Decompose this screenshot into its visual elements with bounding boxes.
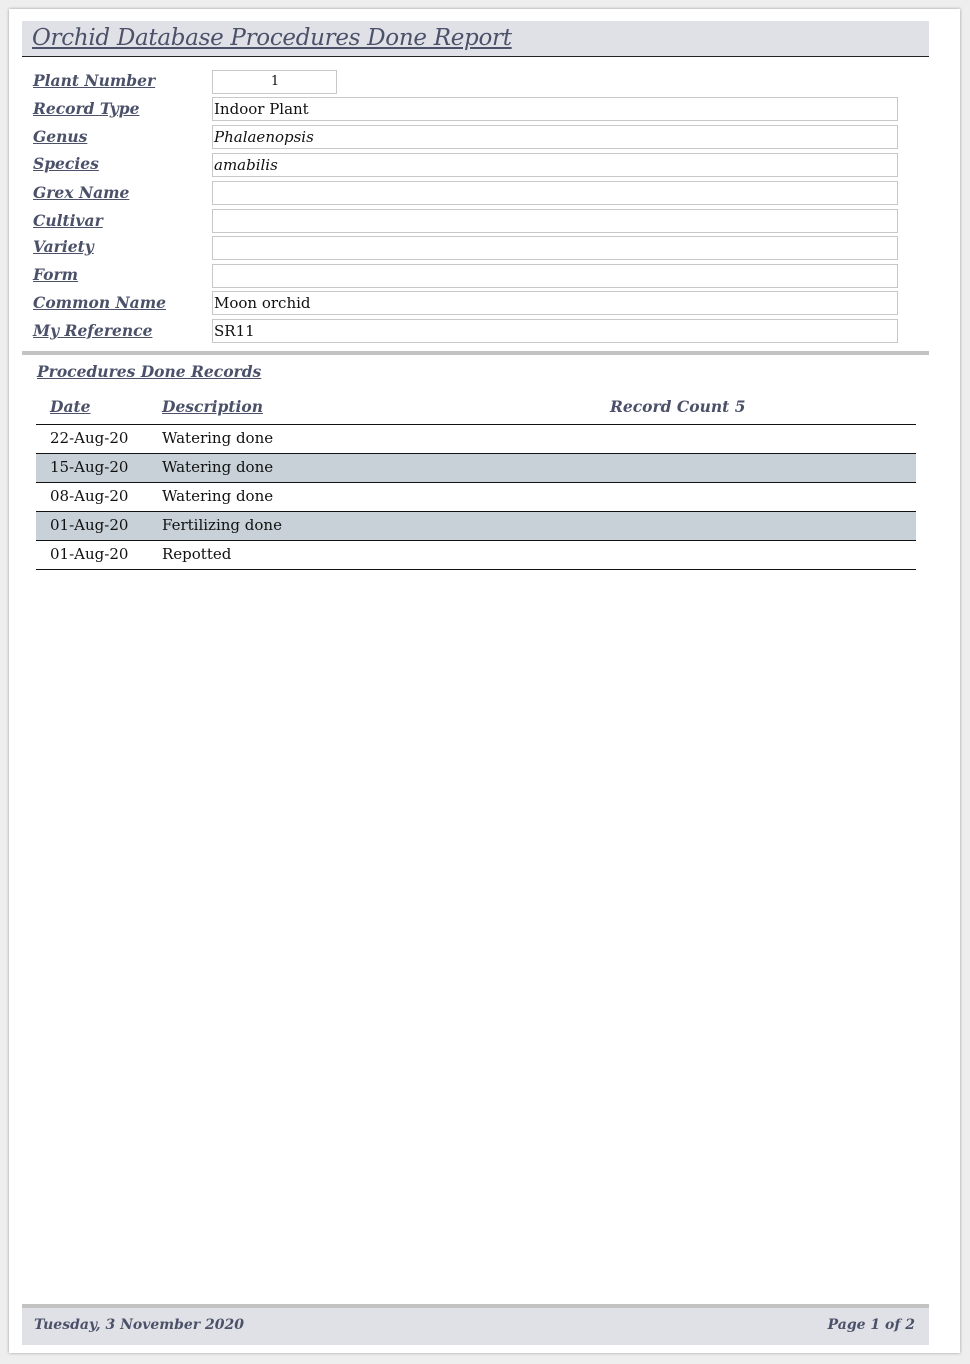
row-description: Watering done (162, 487, 274, 505)
field-grex-name (212, 181, 898, 205)
procedures-section-title: Procedures Done Records (37, 362, 262, 381)
row-date: 01-Aug-20 (50, 516, 129, 534)
label-species: Species (33, 154, 99, 173)
label-cultivar: Cultivar (33, 211, 103, 230)
field-variety (212, 236, 898, 260)
table-row (36, 541, 916, 570)
field-record-type: Indoor Plant (212, 97, 898, 121)
row-description: Fertilizing done (162, 516, 282, 534)
row-date: 15-Aug-20 (50, 458, 129, 476)
label-common-name: Common Name (33, 293, 166, 312)
field-species: amabilis (212, 153, 898, 177)
label-record-type: Record Type (33, 99, 140, 118)
row-description: Watering done (162, 458, 274, 476)
field-form (212, 264, 898, 288)
table-row (36, 454, 916, 483)
column-header-date: Date (50, 397, 91, 416)
field-cultivar (212, 209, 898, 233)
row-date: 08-Aug-20 (50, 487, 129, 505)
label-genus: Genus (33, 127, 88, 146)
report-title: Orchid Database Procedures Done Report (32, 25, 512, 51)
field-genus: Phalaenopsis (212, 125, 898, 149)
label-form: Form (33, 265, 79, 284)
field-plant-number: 1 (212, 70, 337, 94)
record-count: Record Count 5 (610, 397, 746, 416)
label-my-reference: My Reference (33, 321, 153, 340)
field-common-name: Moon orchid (212, 291, 898, 315)
label-plant-number: Plant Number (33, 71, 156, 90)
section-divider (22, 351, 929, 355)
table-row (36, 483, 916, 512)
report-header (22, 21, 929, 57)
label-variety: Variety (33, 237, 94, 256)
table-row (36, 425, 916, 454)
label-grex-name: Grex Name (33, 183, 130, 202)
report-page (9, 9, 960, 1353)
footer-page-number: Page 1 of 2 (827, 1317, 915, 1333)
field-my-reference: SR11 (212, 319, 898, 343)
row-date: 01-Aug-20 (50, 545, 129, 563)
row-description: Watering done (162, 429, 274, 447)
table-row (36, 512, 916, 541)
column-header-description: Description (162, 397, 264, 416)
row-date: 22-Aug-20 (50, 429, 129, 447)
footer-date: Tuesday, 3 November 2020 (34, 1317, 245, 1333)
row-description: Repotted (162, 545, 232, 563)
report-footer (22, 1304, 929, 1345)
